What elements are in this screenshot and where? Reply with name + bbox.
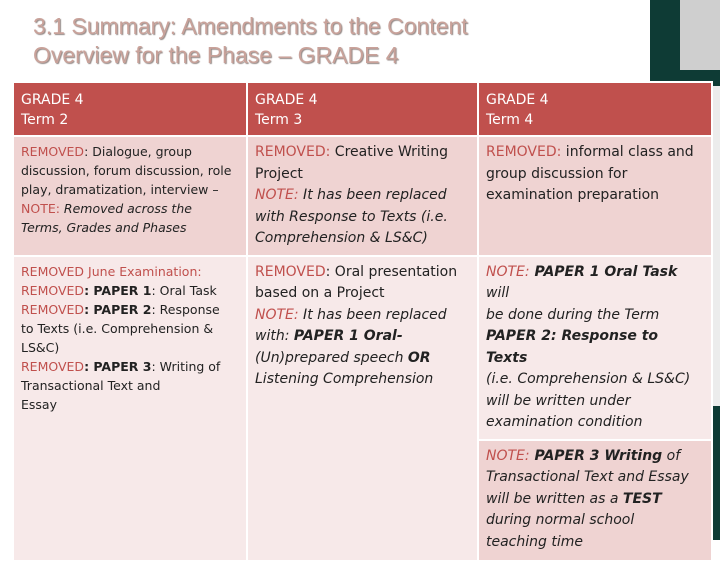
cell-text: be done during the Term [486, 306, 660, 323]
cell-term2-june-exam [13, 256, 247, 561]
paper-label: : PAPER 3 [84, 358, 152, 374]
paper-label: : PAPER 2 [84, 301, 152, 317]
cell-text: teaching time [486, 533, 583, 550]
cell-text: Project [255, 165, 303, 182]
cell-term3-removed [247, 136, 478, 256]
removed-label: REMOVED [21, 282, 85, 298]
paper-label: PAPER 1 Oral- [293, 328, 403, 344]
cell-text: based on a Project [255, 285, 385, 301]
note-label: NOTE: [486, 263, 530, 280]
cell-text: to Texts (i.e. Comprehension & [21, 320, 214, 336]
cell-text: OR [407, 349, 431, 366]
cell-text: Comprehension & LS&C) [255, 230, 428, 246]
removed-label: REMOVED [255, 263, 326, 280]
header-term-2 [13, 82, 247, 136]
cell-text: during normal school [486, 512, 635, 528]
header-grade: GRADE 4 [255, 92, 318, 108]
paper-label: PAPER 1 Oral Task [529, 263, 678, 280]
header-grade: GRADE 4 [21, 92, 84, 108]
note-label: NOTE: [255, 187, 299, 203]
cell-term2-removed [13, 136, 247, 256]
table-row [13, 256, 712, 440]
cell-text: It has been replaced [298, 306, 447, 323]
removed-label: REMOVED [21, 301, 85, 317]
cell-text: examination condition [486, 414, 643, 430]
title-line-2: Overview for the Phase – GRADE 4 [33, 42, 399, 68]
cell-term3-oral [247, 256, 478, 561]
cell-term4-paper1-note [478, 256, 712, 440]
cell-text: will be written as a [486, 490, 623, 507]
note-label: NOTE: [255, 306, 299, 323]
cell-text: Transactional Text and [21, 377, 161, 393]
cell-text: It has been replaced [298, 187, 447, 203]
removed-label: REMOVED: [486, 144, 562, 160]
cell-text: Listening Comprehension [255, 371, 434, 387]
paper-label: PAPER 3 Writing [529, 447, 663, 464]
cell-text: with Response to Texts (i.e. [255, 208, 448, 225]
cell-text: Creative Writing [330, 144, 448, 160]
slide-title [33, 12, 593, 70]
cell-text: Terms, Grades and Phases [21, 220, 187, 235]
cell-text: (Un)prepared speech [255, 349, 408, 366]
cell-text: : Oral Task [151, 282, 217, 298]
removed-label: REMOVED [21, 358, 85, 374]
cell-text: : Dialogue, group [84, 144, 192, 159]
removed-label: REMOVED [21, 144, 85, 159]
cell-text: Removed across the [59, 201, 192, 216]
header-term: Term 2 [21, 112, 69, 128]
paper-label: : PAPER 1 [84, 282, 152, 298]
cell-text: : Oral presentation [325, 263, 458, 280]
cell-text: will be written under [486, 392, 631, 409]
cell-text: examination preparation [486, 187, 660, 203]
header-term: Term 3 [255, 112, 303, 128]
title-line-1: 3.1 Summary: Amendments to the Content [33, 13, 468, 39]
note-label: NOTE: [486, 447, 530, 464]
cell-text: of [662, 447, 681, 464]
cell-text: group discussion for [486, 165, 628, 182]
cell-text: will [486, 285, 510, 301]
cell-text: : Writing of [151, 358, 221, 374]
june-exam-label: REMOVED June Examination: [21, 263, 202, 279]
cell-text: informal class and [561, 144, 694, 160]
cell-text: discussion, forum discussion, role [21, 163, 232, 178]
table-row [13, 136, 712, 256]
cell-text: play, dramatization, interview – [21, 182, 219, 197]
cell-text: : Response [151, 301, 220, 317]
header-term: Term 4 [486, 112, 534, 128]
test-label: TEST [622, 490, 662, 507]
removed-label: REMOVED: [255, 144, 331, 160]
header-term-3 [247, 82, 478, 136]
cell-text: Essay [21, 396, 57, 412]
table-header-row [13, 82, 712, 136]
cell-term4-removed [478, 136, 712, 256]
cell-text: Transactional Text and Essay [486, 469, 689, 485]
corner-decoration-gray [680, 0, 720, 70]
cell-text: with: [255, 328, 294, 344]
header-grade: GRADE 4 [486, 92, 549, 108]
header-term-4 [478, 82, 712, 136]
cell-text: (i.e. Comprehension & LS&C) [486, 371, 691, 387]
cell-term4-paper3-note [478, 440, 712, 561]
paper-label: PAPER 2: Response to Texts [486, 328, 659, 366]
summary-table [12, 81, 713, 562]
cell-text: LS&C) [21, 339, 60, 355]
note-label: NOTE: [21, 201, 60, 216]
